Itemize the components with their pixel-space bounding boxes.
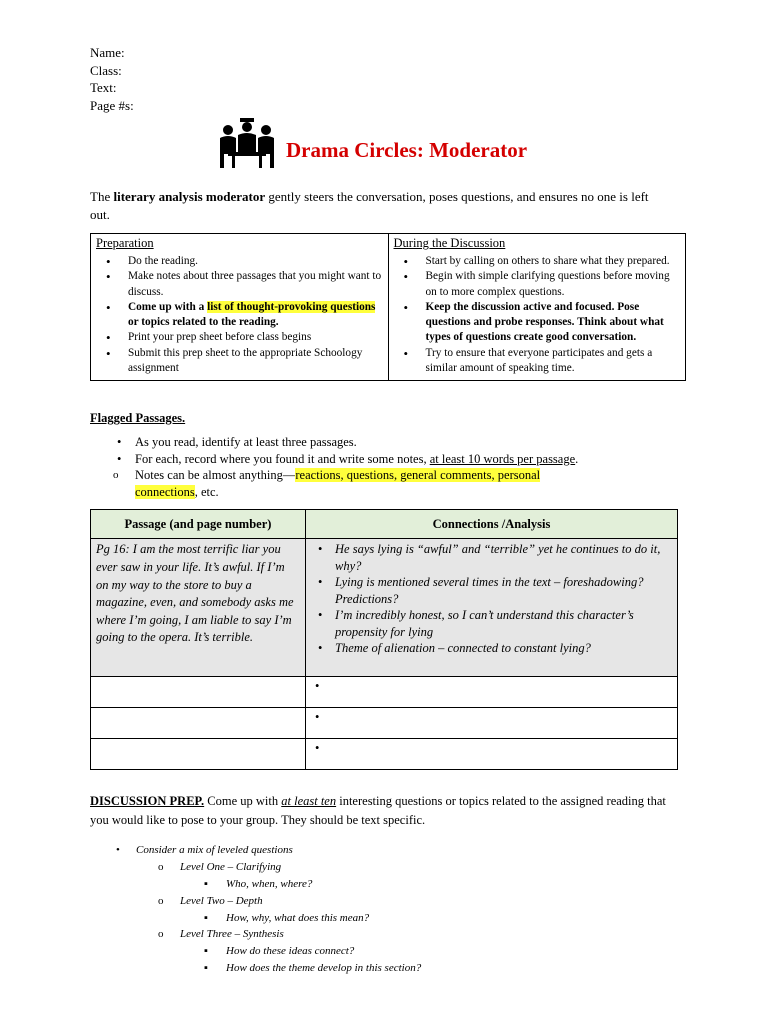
notes-sub-list [90, 467, 605, 500]
prep-table [90, 233, 686, 381]
page-title: Drama Circles: Moderator [286, 138, 528, 162]
level-one: o Level One – Clarifying [158, 861, 282, 874]
blank-passage-cell[interactable] [91, 677, 306, 708]
student-fields [90, 44, 690, 114]
blank-notes-cell[interactable]: • [306, 708, 678, 739]
prep-item: • Come up with a list of thought-provoking questions or topics related to the reading. [128, 300, 383, 331]
example-passage-cell: Pg 16: I am the most terrific liar you ever saw in your life. It’s awful. If I’m on my way to the store to buy a magazine, even, and somebody asks me where I’m going, I am liable to say I’m going to the opera. It’s terrible. [91, 539, 306, 677]
passage-table [90, 509, 678, 770]
instruction-item: • As you read, identify at least three passages. [135, 434, 690, 451]
text-field: Text: [90, 80, 117, 95]
discussion-item: • Start by calling on others to share what they prepared. [426, 254, 681, 269]
discussion-header: During the Discussion [393, 236, 506, 250]
example-note: • He says lying is “awful” and “terrible” yet he continues to do it, why? [335, 541, 673, 574]
blank-row [91, 677, 678, 708]
level-three-example: ▪ How does the theme develop in this section? [204, 961, 422, 974]
connections-column-header: Connections /Analysis [306, 510, 678, 539]
name-field: Name: [90, 45, 125, 60]
instruction-item: • For each, record where you found it and write some notes, at least 10 words per passage. [135, 451, 690, 468]
discussion-group-icon [218, 118, 276, 172]
level-three: o Level Three – Synthesis [158, 928, 284, 941]
level-two-example: ▪ How, why, what does this mean? [204, 911, 370, 924]
levels-intro: • Consider a mix of leveled questions [116, 844, 293, 857]
example-note: • I’m incredibly honest, so I can’t understand this character’s propensity for lying [335, 607, 673, 640]
preparation-column [91, 234, 389, 381]
blank-row [91, 708, 678, 739]
discussion-prep-paragraph: DISCUSSION PREP. Come up with at least ten interesting questions or topics related to the assigned reading that you would like to pose to your group. They should be text specific. [90, 794, 666, 828]
role-description: The literary analysis moderator gently steers the conversation, poses questions, and ensures no one is left out. [90, 189, 649, 222]
discussion-column [388, 234, 686, 381]
leveled-questions-list [90, 842, 690, 976]
flagged-passages-heading: Flagged Passages. [90, 411, 186, 426]
example-note: • Theme of alienation – connected to constant lying? [335, 640, 673, 657]
blank-passage-cell[interactable] [91, 708, 306, 739]
example-note: • Lying is mentioned several times in the text – foreshadowing? Predictions? [335, 574, 673, 607]
level-two: o Level Two – Depth [158, 894, 263, 907]
preparation-header: Preparation [96, 236, 154, 250]
example-row [91, 539, 678, 677]
blank-notes-cell[interactable]: • [306, 677, 678, 708]
discussion-item: • Begin with simple clarifying questions before moving on to more complex questions. [426, 269, 681, 300]
blank-row [91, 739, 678, 770]
level-three-example: ▪ How do these ideas connect? [204, 945, 355, 958]
discussion-item: • Keep the discussion active and focused. Pose questions and probe responses. Think about what types of questions create good conversation. [426, 300, 681, 346]
prep-item: • Do the reading. [128, 254, 383, 269]
prep-item: • Make notes about three passages that you might want to discuss. [128, 269, 383, 300]
blank-notes-cell[interactable]: • [306, 739, 678, 770]
worksheet-page [90, 44, 690, 977]
level-one-example: ▪ Who, when, where? [204, 877, 313, 890]
prep-item: • Print your prep sheet before class begins [128, 330, 383, 345]
flagged-instructions [90, 434, 690, 467]
passage-column-header: Passage (and page number) [91, 510, 306, 539]
notes-sub-item: o Notes can be almost anything—reactions, questions, general comments, personal connections, etc. [135, 467, 605, 500]
example-notes-cell [306, 539, 678, 677]
discussion-item: • Try to ensure that everyone participates and gets a similar amount of speaking time. [426, 346, 681, 377]
page-numbers-field: Page #s: [90, 97, 134, 113]
blank-passage-cell[interactable] [91, 739, 306, 770]
class-field: Class: [90, 62, 122, 78]
prep-item: • Submit this prep sheet to the appropriate Schoology assignment [128, 346, 383, 377]
